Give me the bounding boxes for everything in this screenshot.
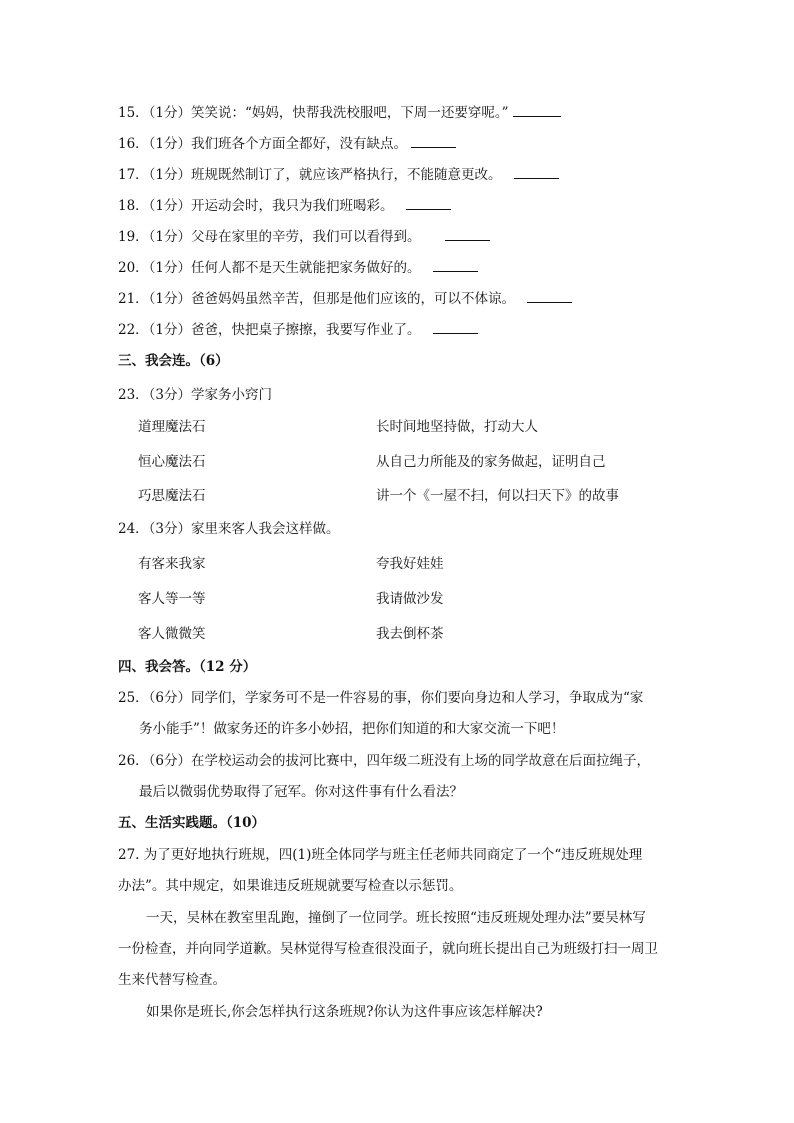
match-right-item[interactable]: 夸我好娃娃 (376, 556, 444, 572)
answer-blank[interactable] (445, 228, 490, 241)
match-right-item[interactable]: 长时间地坚持做，打动大人 (376, 419, 538, 435)
question-19 (118, 228, 490, 246)
question-22-text: 22．（1分）爸爸，快把桌子擦擦，我要写作业了。 (118, 322, 421, 338)
match-left-item[interactable]: 道理魔法石 (138, 419, 206, 435)
question-23-title: 23．（3分）学家务小窍门 (118, 387, 273, 403)
section-5-heading: 五、生活实践题。（10） (118, 815, 266, 831)
question-19-text: 19．（1分）父母在家里的辛劳，我们可以看得到。 (118, 229, 421, 245)
question-22 (118, 321, 478, 339)
answer-blank[interactable] (411, 135, 456, 148)
question-27-line-1: 27. 为了更好地执行班规，四(1)班全体同学与班主任老师共同商定了一个“违反班规处理 (118, 847, 643, 863)
question-15-text: 15．（1分）笑笑说：“妈妈，快帮我洗校服吧，下周一还要穿呢。” (118, 105, 509, 121)
match-right-item[interactable]: 我去倒杯茶 (376, 626, 444, 642)
question-21 (118, 290, 572, 308)
question-26-line-1: 26．（6分）在学校运动会的拔河比赛中，四年级二班没有上场的同学故意在后面拉绳子， (118, 753, 651, 769)
answer-blank[interactable] (514, 166, 559, 179)
answer-blank[interactable] (433, 321, 478, 334)
answer-blank[interactable] (406, 197, 451, 210)
answer-blank[interactable] (433, 259, 478, 272)
answer-blank[interactable] (513, 104, 561, 117)
question-17-text: 17．（1分）班规既然制订了，就应该严格执行，不能随意更改。 (118, 167, 502, 183)
question-26-line-2: 最后以微弱优势取得了冠军。你对这件事有什么看法？ (139, 784, 463, 800)
match-left-item[interactable]: 有客来我家 (138, 556, 206, 572)
question-16 (118, 135, 456, 153)
question-25-line-1: 25．（6分）同学们，学家务可不是一件容易的事，你们要向身边和人学习，争取成为“家 (118, 690, 644, 706)
match-right-item[interactable]: 从自己力所能及的家务做起，证明自己 (376, 454, 606, 470)
scenario-line-1: 一天，吴林在教室里乱跑，撞倒了一位同学。班长按照“违反班规处理办法”要吴林写 (146, 910, 646, 926)
question-18 (118, 197, 451, 215)
scenario-line-3: 生来代替写检查。 (118, 972, 226, 988)
question-15 (118, 104, 561, 122)
match-left-item[interactable]: 巧思魔法石 (138, 488, 206, 504)
match-right-item[interactable]: 讲一个《一屋不扫，何以扫天下》的故事 (376, 488, 619, 504)
match-left-item[interactable]: 客人微微笑 (138, 626, 206, 642)
match-left-item[interactable]: 客人等一等 (138, 591, 206, 607)
answer-blank[interactable] (527, 290, 572, 303)
question-18-text: 18．（1分）开运动会时，我只为我们班喝彩。 (118, 198, 394, 214)
question-27-line-2: 办法”。其中规定，如果谁违反班规就要写检查以示惩罚。 (118, 878, 463, 894)
section-3-heading: 三、我会连。（6） (118, 353, 229, 369)
question-17 (118, 166, 559, 184)
question-16-text: 16．（1分）我们班各个方面全都好，没有缺点。 (118, 136, 408, 152)
scenario-line-2: 一份检查，并向同学道歉。吴林觉得写检查很没面子，就向班长提出自己为班级打扫一周卫 (118, 941, 658, 957)
question-25-line-2: 务小能手”！做家务还的许多小妙招，把你们知道的和大家交流一下吧！ (139, 721, 565, 737)
question-20-text: 20．（1分）任何人都不是天生就能把家务做好的。 (118, 260, 421, 276)
section-4-heading: 四、我会答。（12 分） (118, 659, 257, 675)
question-27-prompt: 如果你是班长,你会怎样执行这条班规?你认为这件事应该怎样解决? (146, 1004, 543, 1020)
match-left-item[interactable]: 恒心魔法石 (138, 454, 206, 470)
question-24-title: 24．（3分）家里来客人我会这样做。 (118, 521, 340, 537)
match-right-item[interactable]: 我请做沙发 (376, 591, 444, 607)
question-20 (118, 259, 478, 277)
question-21-text: 21．（1分）爸爸妈妈虽然辛苦，但那是他们应该的，可以不体谅。 (118, 291, 516, 307)
